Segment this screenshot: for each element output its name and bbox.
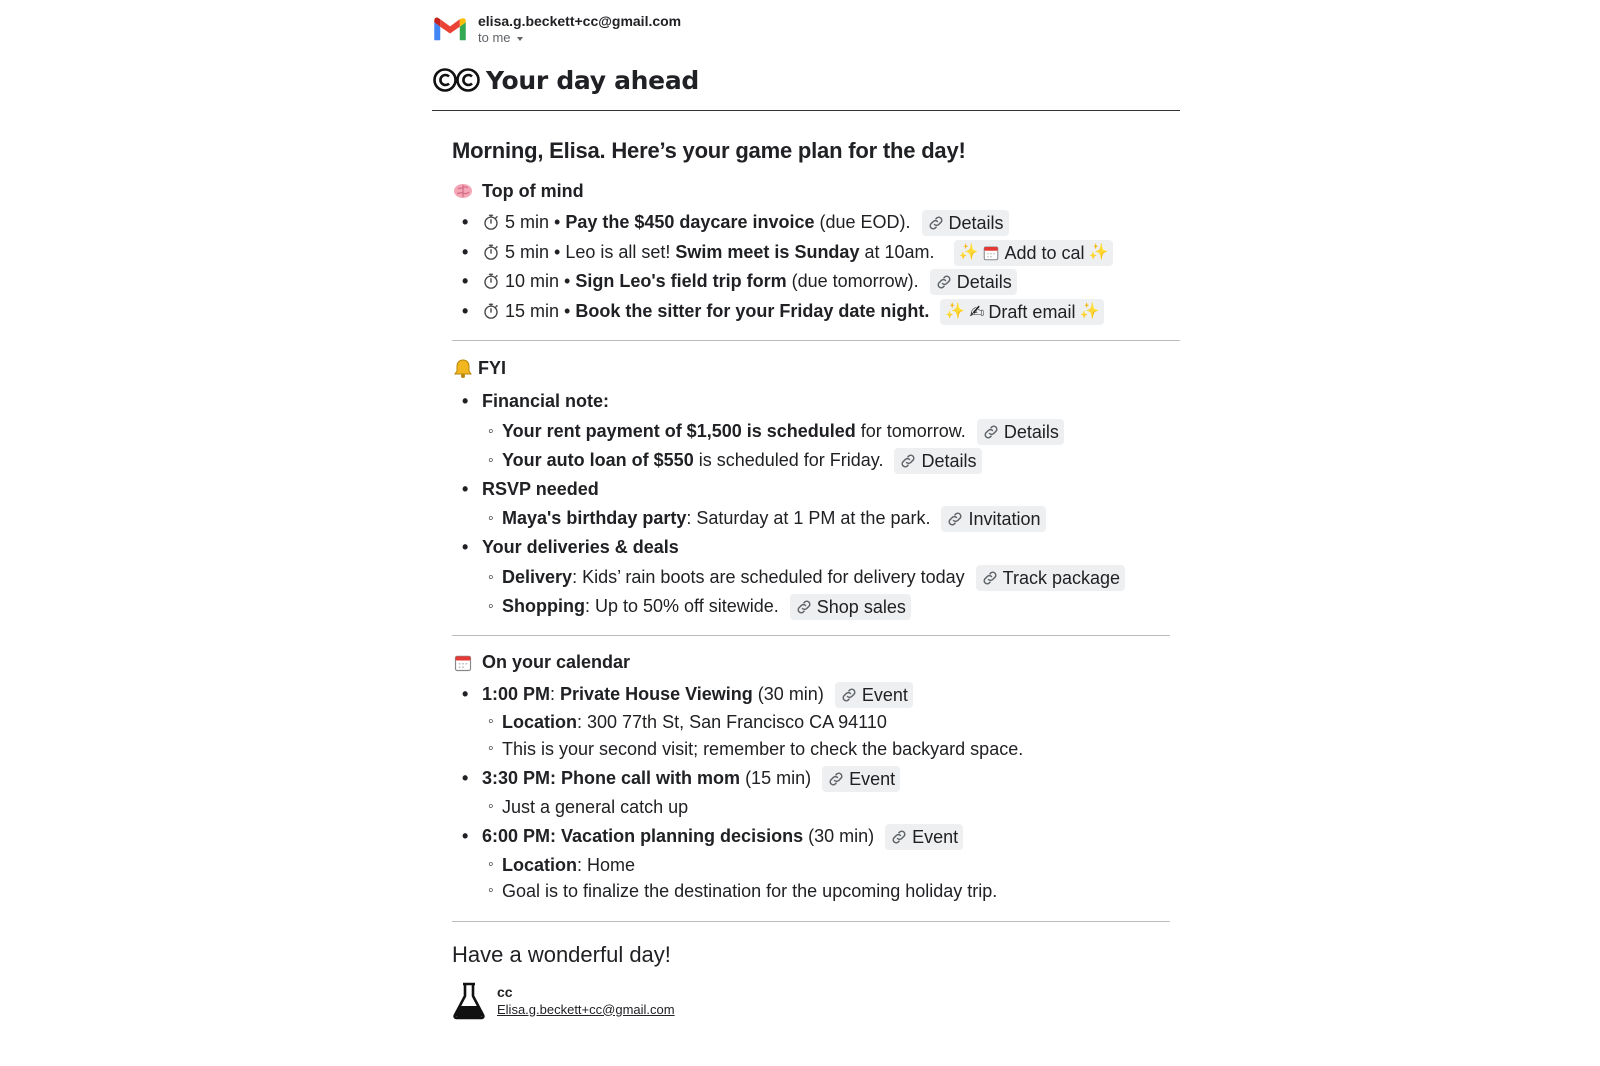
task-time: 5 min • [505, 212, 566, 232]
link-icon [935, 273, 953, 291]
calendar-icon [452, 652, 474, 674]
list-item [452, 297, 1180, 327]
section-heading-top-of-mind [452, 180, 1180, 202]
email-header [432, 8, 1180, 48]
item-title: Your rent payment of $1,500 is scheduled [502, 420, 856, 441]
task-time: 10 min • [505, 271, 576, 291]
rsvp-group [452, 475, 1180, 505]
chip-label: Track package [1002, 567, 1121, 588]
event-time: 6:00 PM [482, 826, 551, 846]
details-button[interactable] [977, 419, 1064, 445]
list-item [452, 764, 1180, 794]
event-name: Vacation planning decisions [561, 826, 804, 846]
link-icon [981, 569, 999, 587]
link-icon [927, 214, 945, 232]
chip-label: Event [912, 827, 959, 848]
chip-label: Invitation [968, 509, 1041, 530]
list-item [452, 709, 1180, 736]
recipient-line [478, 30, 681, 45]
detail-label: Location [502, 712, 577, 732]
financial-sublist [452, 417, 1180, 475]
task-title: Sign Leo's field trip form [575, 271, 787, 291]
details-button[interactable] [930, 269, 1017, 295]
calendar-list [452, 764, 1180, 794]
item-note: for tomorrow. [855, 420, 966, 441]
list-item [452, 446, 1180, 475]
detail-text: : 300 77th St, San Francisco CA 94110 [577, 712, 887, 732]
email-body [452, 130, 1180, 1020]
item-note: : Kids’ rain boots are scheduled for delivery today [572, 566, 965, 587]
event-duration: (30 min) [803, 826, 875, 846]
chip-label: Details [921, 450, 977, 471]
top-of-mind-list [452, 208, 1180, 326]
group-label: Financial note: [482, 391, 610, 411]
item-title: Your auto loan of $550 [502, 449, 694, 470]
list-item [452, 267, 1180, 297]
divider [452, 340, 1180, 341]
invitation-button[interactable] [941, 506, 1045, 532]
flask-icon [452, 982, 486, 1020]
subject-row [432, 62, 1180, 98]
deliveries-sublist [452, 563, 1180, 621]
calendar-list [452, 680, 1180, 710]
signature [452, 982, 1180, 1020]
list-item [452, 475, 1180, 505]
event-sublist [452, 794, 1180, 821]
task-note: at 10am. [859, 241, 935, 262]
detail-text: This is your second visit; remember to check the backyard space. [502, 738, 1024, 759]
chip-label: Event [861, 684, 908, 705]
divider [432, 110, 1180, 111]
group-label: RSVP needed [482, 478, 599, 499]
sparkles-icon: ✨ [1079, 302, 1100, 320]
section-title: On your calendar [482, 652, 631, 672]
event-button[interactable] [885, 824, 963, 850]
greeting: Morning, Elisa. Here’s your game plan for the day! [452, 138, 966, 163]
closing-text: Have a wonderful day! [452, 941, 671, 967]
writing-hand-icon: ✍ [969, 301, 985, 322]
task-title: Book the sitter for your Friday date night. [575, 300, 930, 321]
link-icon [890, 828, 908, 846]
item-title: Delivery [502, 566, 573, 587]
link-icon [795, 598, 813, 616]
event-button[interactable] [835, 682, 913, 708]
sparkles-icon: ✨ [958, 243, 979, 261]
task-title: Swim meet is Sunday [675, 241, 860, 262]
page-title: Your day ahead [486, 65, 699, 95]
detail-label: Location [502, 854, 577, 875]
add-to-calendar-button[interactable] [954, 240, 1114, 266]
list-item [452, 794, 1180, 821]
item-title: Maya's birthday party [502, 508, 687, 528]
section-title: Top of mind [482, 180, 584, 201]
chip-label: Add to cal [1004, 242, 1085, 263]
section-heading-fyi [452, 357, 1180, 379]
event-time: 3:30 PM [482, 768, 551, 788]
task-time: 5 min • [505, 241, 566, 262]
fyi-list [452, 387, 1180, 417]
calendar-list [452, 822, 1180, 852]
detail-text: Just a general catch up [502, 796, 689, 817]
chip-label: Event [849, 769, 896, 790]
sender-address: elisa.g.beckett+cc@gmail.com [478, 13, 682, 29]
separator: : [550, 768, 562, 788]
link-icon [946, 510, 964, 528]
separator: : [550, 826, 562, 846]
link-icon [827, 770, 845, 788]
list-item [452, 563, 1180, 592]
link-icon [899, 452, 917, 470]
list-item [452, 852, 1180, 879]
event-button[interactable] [822, 766, 900, 792]
chip-label: Details [1003, 421, 1059, 442]
rsvp-sublist [452, 504, 1180, 533]
chevron-down-icon[interactable] [517, 37, 523, 41]
stopwatch-icon [482, 243, 500, 261]
cc-logo-icon [432, 66, 482, 94]
details-button[interactable] [894, 448, 981, 474]
list-item [452, 533, 1180, 563]
event-name: Private House Viewing [560, 683, 753, 704]
sparkles-icon: ✨ [945, 302, 966, 320]
email-container [432, 8, 1180, 111]
separator: : [550, 683, 561, 704]
deliveries-group [452, 533, 1180, 563]
link-icon [982, 423, 1000, 441]
list-item [452, 208, 1180, 238]
divider [452, 635, 1170, 636]
details-button[interactable] [922, 210, 1009, 236]
item-title: Shopping [502, 595, 585, 616]
event-sublist [452, 852, 1180, 905]
sparkles-icon: ✨ [1088, 243, 1109, 261]
item-note: is scheduled for Friday. [693, 449, 884, 470]
signature-email-link[interactable]: Elisa.g.beckett+cc@gmail.com [497, 1001, 675, 1017]
detail-text: : Home [577, 854, 636, 875]
task-title: Pay the $450 daycare invoice [565, 212, 815, 232]
signature-name: cc [497, 983, 513, 1000]
bell-icon [452, 357, 474, 379]
chip-label: Draft email [988, 301, 1076, 322]
task-note: (due tomorrow). [786, 271, 919, 291]
list-item [452, 387, 1180, 417]
gmail-icon [432, 14, 468, 44]
section-title: FYI [478, 357, 507, 378]
list-item [452, 736, 1180, 763]
chip-label: Shop sales [816, 596, 906, 617]
list-item [452, 822, 1180, 852]
list-item [452, 680, 1180, 710]
event-sublist [452, 709, 1180, 762]
task-note: (due EOD). [814, 212, 911, 232]
task-time: 15 min • [505, 300, 576, 321]
event-duration: (30 min) [752, 683, 824, 704]
recipient-label: to me [478, 30, 511, 45]
chip-label: Details [956, 272, 1012, 293]
list-item [452, 238, 1180, 268]
draft-email-button[interactable] [940, 299, 1104, 325]
link-icon [840, 686, 858, 704]
item-note: : Up to 50% off sitewide. [584, 595, 779, 616]
list-item [452, 878, 1180, 905]
list-item [452, 504, 1180, 533]
item-note: : Saturday at 1 PM at the park. [686, 508, 931, 528]
stopwatch-icon [482, 302, 500, 320]
event-duration: (15 min) [740, 768, 812, 788]
track-package-button[interactable] [976, 565, 1125, 591]
list-item [452, 417, 1180, 446]
section-heading-calendar [452, 652, 1180, 674]
list-item [452, 592, 1180, 621]
calendar-icon [982, 244, 1000, 262]
stopwatch-icon [482, 213, 500, 231]
brain-icon [452, 180, 474, 202]
group-label: Your deliveries & deals [482, 537, 679, 557]
shop-sales-button[interactable] [790, 594, 911, 620]
task-prefix: Leo is all set! [565, 241, 676, 262]
divider [452, 921, 1170, 922]
event-time: 1:00 PM [482, 683, 551, 704]
stopwatch-icon [482, 272, 500, 290]
detail-text: Goal is to finalize the destination for the upcoming holiday trip. [502, 881, 998, 901]
event-name: Phone call with mom [561, 768, 741, 788]
chip-label: Details [948, 213, 1004, 234]
